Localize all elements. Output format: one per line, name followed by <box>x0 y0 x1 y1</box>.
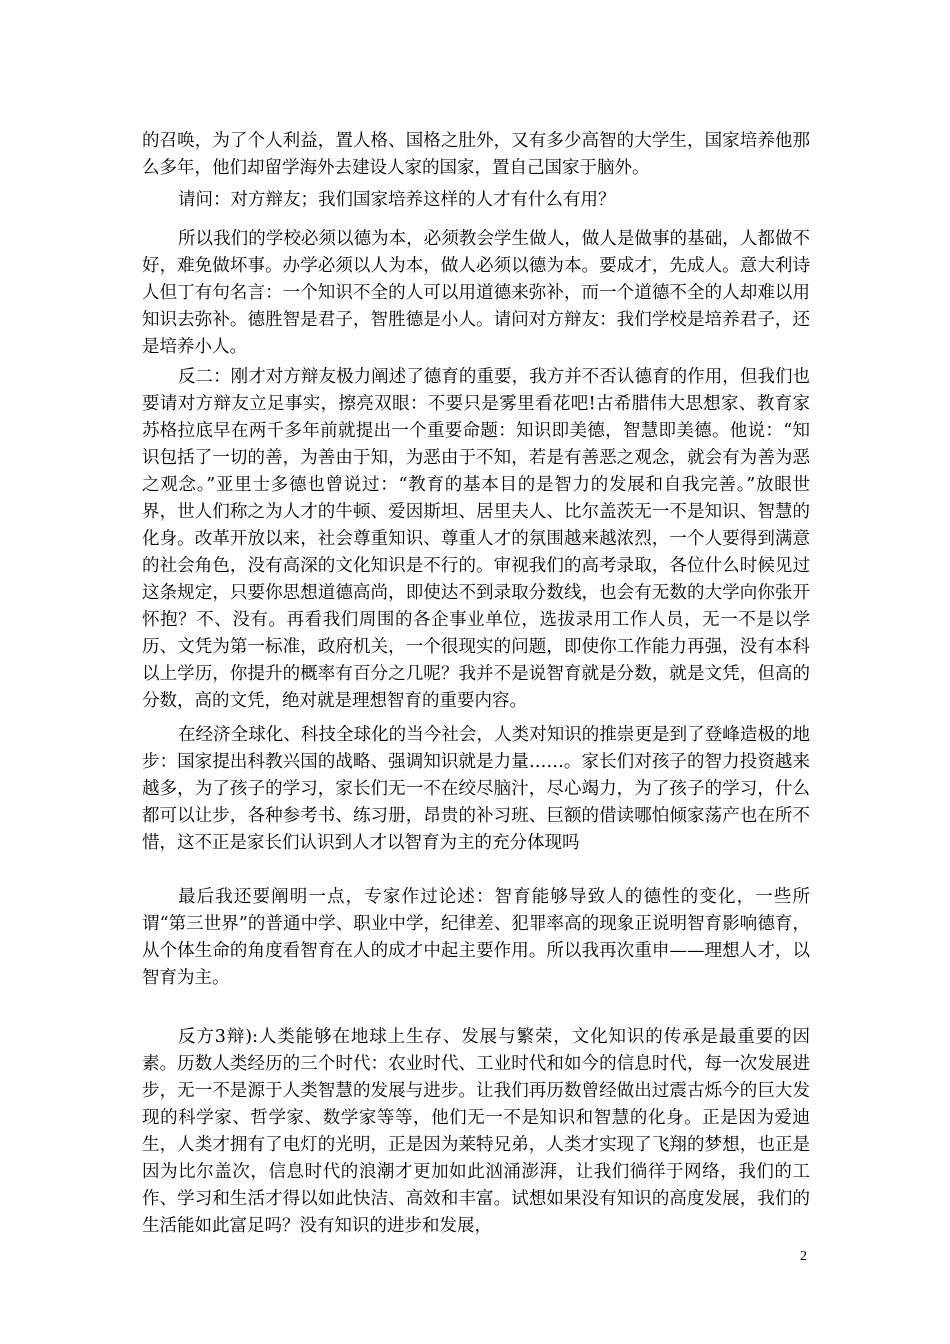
paragraph-5: 在经济全球化、科技全球化的当今社会，人类对知识的推崇更是到了登峰造极的地步：国家提出科教兴国的战略、强调知识就是力量……。家长们对孩子的智力投资越来越多，为了孩子的学习，家长们无一不在绞尽脑汁，尽心竭力，为了孩子的学习，什么都可以让步，各种参考书、练习册，昂贵的补习班、巨额的借读哪怕倾家荡产也在所不惜，这不正是家长们认识到人才以智育为主的充分体现吗 <box>142 725 810 853</box>
paragraph-4: 反二：刚才对方辩友极力阐述了德育的重要，我方并不否认德育的作用，但我们也要请对方辩友立足事实，擦亮双眼：不要只是雾里看花吧!古希腊伟大思想家、教育家苏格拉底早在两千多年前就提出一个重要命题：知识即美德，智慧即美德。他说：“知识包括了一切的善，为善由于知，为恶由于不知，若是有善恶之观念，就会有为善为恶之观念。”亚里士多德也曾说过：“教育的基本目的是智力的发展和自我完善。”放眼世界，世人们称之为人才的牛顿、爱因斯坦、居里夫人、比尔盖茨无一不是知识、智慧的化身。改革开放以来，社会尊重知识、尊重人才的氛围越来越浓烈，一个人要得到满意的社会角色，没有高深的文化知识是不行的。审视我们的高考录取，各位什么时候见过这条规定，只要你思想道德高尚，即使达不到录取分数线，也会有无数的大学向你张开怀抱？不、没有。再看我们周围的各企事业单位，选拔录用工作人员，无一不是以学历、文凭为第一标准，政府机关，一个很现实的问题，即使你工作能力再强，没有本科以上学历，你提升的概率有百分之几呢？我并不是说智育就是分数，就是文凭，但高的分数，高的文凭，绝对就是理想智育的重要内容。 <box>142 367 810 711</box>
paragraph-7: 反方3辩):人类能够在地球上生存、发展与繁荣，文化知识的传承是最重要的因素。历数人类经历的三个时代：农业时代、工业时代和如今的信息时代，每一次发展进步，无一不是源于人类智慧的发展与进步。让我们再历数曾经做出过震古烁今的巨大发现的科学家、哲学家、数学家等等，他们无一不是知识和智慧的化身。正是因为爱迪生，人类才拥有了电灯的光明，正是因为莱特兄弟，人类才实现了飞翔的梦想，也正是因为比尔盖次，信息时代的浪潮才更加如此汹涌澎湃，让我们徜徉于网络，我们的工作、学习和生活才得以如此快洁、高效和丰富。试想如果没有知识的高度发展，我们的生活能如此富足吗？没有知识的进步和发展， <box>142 1027 810 1236</box>
paragraph-3: 所以我们的学校必须以德为本，必须教会学生做人，做人是做事的基础，人都做不好，难免做坏事。办学必须以人为本，做人必须以德为本。要成才，先成人。意大利诗人但丁有句名言：一个知识不全的人可以用道德来弥补，而一个道德不全的人却难以用知识去弥补。德胜智是君子，智胜德是小人。请问对方辩友：我们学校是培养君子，还是培养小人。 <box>142 229 810 357</box>
paragraph-2: 请问：对方辩友；我们国家培养这样的人才有什么有用？ <box>178 190 616 210</box>
page-number: 2 <box>800 1249 807 1264</box>
paragraph-6: 最后我还要阐明一点，专家作过论述：智育能够导致人的德性的变化，一些所谓“第三世界”的普通中学、职业中学，纪律差、犯罪率高的现象正说明智育影响德育，从个体生命的角度看智育在人的成才中起主要作用。所以我再次重申——理想人才，以智育为主。 <box>142 887 810 988</box>
paragraph-1: 的召唤，为了个人利益，置人格、国格之肚外，又有多少高智的大学生，国家培养他那么多年，他们却留学海外去建设人家的国家，置自己国家于脑外。 <box>142 131 810 178</box>
